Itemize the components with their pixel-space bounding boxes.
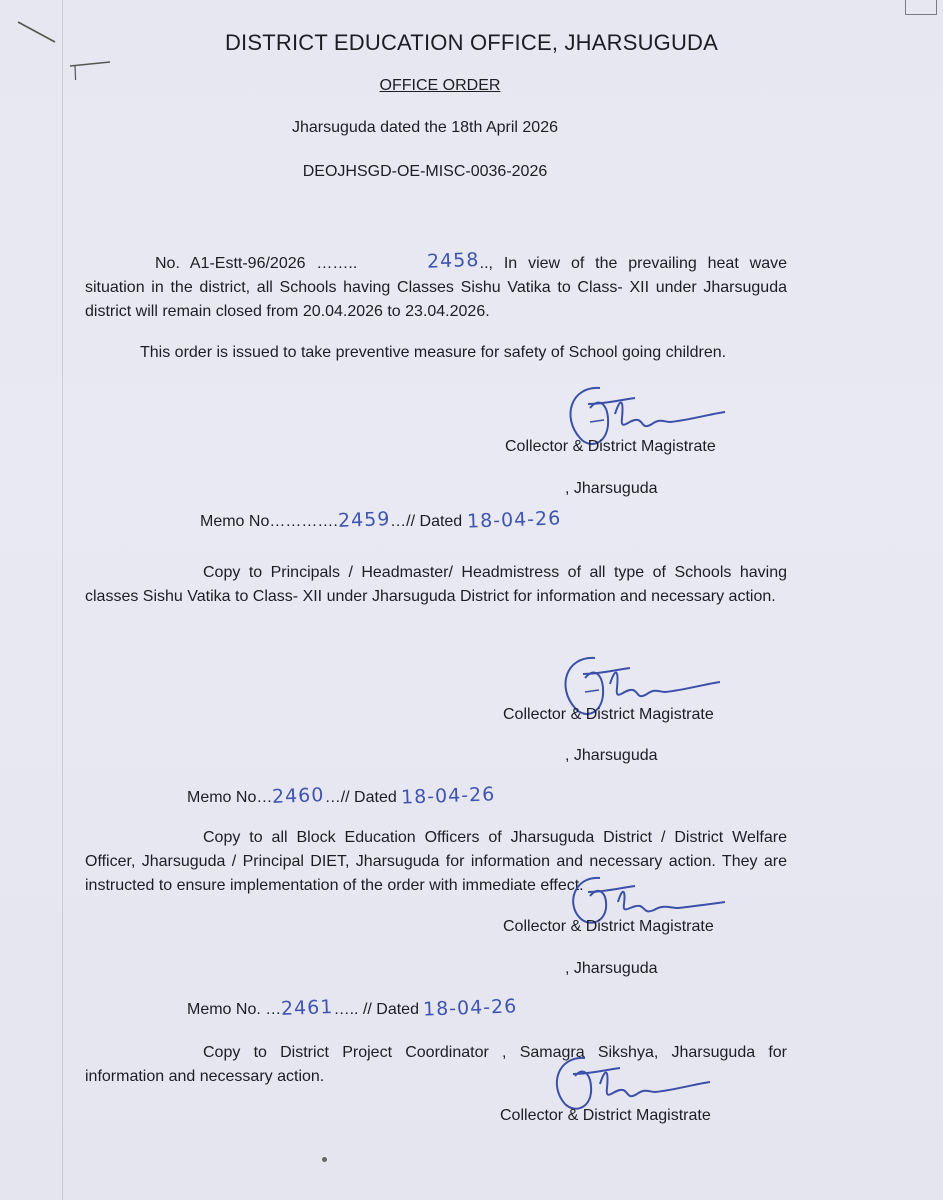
memo-3-dated-label: ….. // Dated xyxy=(333,1001,424,1018)
order-dots-after: .. xyxy=(479,255,489,272)
scan-dot xyxy=(322,1157,327,1162)
memo-1-label: Memo No xyxy=(200,513,270,530)
memo-2-label: Memo No xyxy=(187,789,257,806)
scan-mark-top-right xyxy=(905,0,937,15)
order-body: , In view of the prevailing heat wave situation in the district, all Schools having Classes Sishu Vatika to Class- XII under Jharsuguda district will remain closed from 20.04.2026 to 23.04.2026. xyxy=(85,255,787,320)
memo-1-copy-to: Copy to Principals / Headmaster/ Headmistress of all type of Schools having classes Sishu Vatika to Class- XII under Jharsuguda District for information and necessary action. xyxy=(85,564,787,605)
signature-2-title: Collector & District Magistrate xyxy=(503,706,714,723)
order-reference: DEOJHSGD-OE-MISC-0036-2026 xyxy=(302,163,548,180)
memo-3-copy-to: Copy to District Project Coordinator , Samagra Sikshya, Jharsuguda for information and necessary action. xyxy=(85,1044,787,1085)
signature-3-place: , Jharsuguda xyxy=(565,960,658,977)
memo-2-date: 18-04-26 xyxy=(400,783,496,809)
memo-2-dated-label: …// Dated xyxy=(324,789,402,806)
order-dots-before: …….. xyxy=(316,255,358,272)
memo-1-date: 18-04-26 xyxy=(466,507,562,533)
memo-1-dated-label: …// Dated xyxy=(390,513,467,530)
signature-1-place: , Jharsuguda xyxy=(565,480,658,497)
memo-3-dots: … xyxy=(265,1001,282,1018)
memo-1-line xyxy=(200,509,561,531)
order-title: OFFICE ORDER xyxy=(379,77,501,94)
order-number-prefix: No. A1-Estt-96/2026 xyxy=(155,255,317,272)
memo-3-number: 2461 xyxy=(280,996,334,1020)
signature-1-title: Collector & District Magistrate xyxy=(505,438,716,455)
office-heading: DISTRICT EDUCATION OFFICE, JHARSUGUDA xyxy=(224,30,719,55)
order-paragraph xyxy=(85,250,787,324)
memo-3-line xyxy=(187,997,518,1019)
order-purpose: This order is issued to take preventive measure for safety of School going children. xyxy=(140,344,727,361)
order-handwritten-number: 2458 xyxy=(426,248,480,273)
memo-3-label: Memo No. xyxy=(187,1001,266,1018)
signature-3-title: Collector & District Magistrate xyxy=(503,918,714,935)
memo-2-copy-to: Copy to all Block Education Officers of Jharsuguda District / District Welfare Officer, Jharsuguda / Principal DIET, Jharsuguda for information and necessary action. They are instructed to ensure implementation of the order with immediate effect. xyxy=(85,829,787,894)
memo-2-line xyxy=(187,785,495,807)
memo-1-number: 2459 xyxy=(337,508,391,532)
memo-2-number: 2460 xyxy=(271,784,326,808)
signature-4-title: Collector & District Magistrate xyxy=(500,1107,711,1124)
signature-2 xyxy=(555,648,735,738)
memo-2-dots: … xyxy=(256,789,273,806)
memo-3-date: 18-04-26 xyxy=(423,995,519,1021)
order-date: Jharsuguda dated the 18th April 2026 xyxy=(292,119,558,136)
memo-1-dots: …………. xyxy=(269,513,338,530)
signature-2-place: , Jharsuguda xyxy=(565,747,658,764)
